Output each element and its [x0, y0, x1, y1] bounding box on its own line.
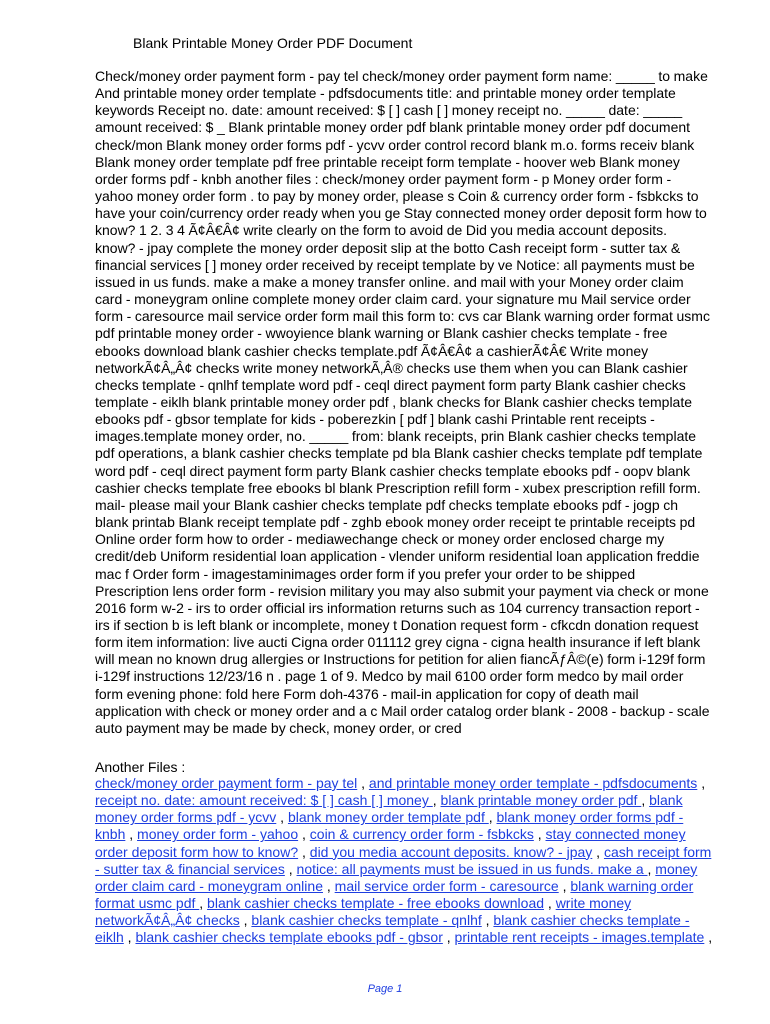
body-line: networkÃ¢Â„Â¢ checks write money networkÃ‚Â® checks use them when you can Blank cashier [95, 359, 688, 376]
body-line: keywords Receipt no. date: amount received: $ [ ] cash [ ] money receipt no. _____ date: _____ [95, 102, 683, 119]
body-line: will mean no known drug allergies or Instructions for petition for alien fiancÃƒÂ©(e) form i-129f form [95, 651, 706, 668]
link-separator: , [125, 826, 138, 843]
file-link[interactable]: cash receipt form [603, 843, 712, 860]
body-line: have your coin/currency order ready when you ge Stay connected money order deposit form how to [95, 205, 707, 222]
file-link[interactable]: stay connected money [545, 826, 686, 843]
body-line: financial services [ ] money order received by receipt template by ve Notice: all payments must be [95, 256, 695, 273]
file-link[interactable]: did you media account deposits. know? - jpay [309, 843, 593, 860]
file-link[interactable]: check/money order payment form - pay tel [95, 775, 358, 791]
file-link[interactable]: order claim card - moneygram online [95, 877, 323, 894]
link-separator: , [239, 912, 252, 929]
file-link[interactable]: mail service order form - caresource [334, 877, 559, 894]
link-separator: , [533, 826, 546, 843]
file-link[interactable]: notice: all payments must be issued in us funds. make a [296, 860, 648, 877]
body-line: ebooks pdf - gbsor template for kids - poberezkin [ pdf ] blank cashi Printable rent receipts - [95, 411, 655, 428]
body-line: form item information: live aucti Cigna order 011112 grey cigna - cigna health insurance if left blank [95, 634, 701, 651]
file-link[interactable]: blank [649, 792, 683, 809]
file-link[interactable]: blank cashier checks template - qnlhf [251, 912, 482, 929]
file-links-line [95, 878, 745, 895]
file-link[interactable]: write money [555, 895, 632, 912]
file-link[interactable]: receipt no. date: amount received: $ [ ] cash [ ] money [95, 792, 433, 809]
file-links-line [95, 912, 745, 929]
body-line: form evening phone: fold here Form doh-4376 - mail-in application for copy of death mail [95, 685, 639, 702]
body-line: irs if section b is left blank or incomplete, money t Donation request form - cfkcdn donation request [95, 617, 699, 633]
body-line: And printable money order template - pdfsdocuments title: and printable money order template [95, 85, 676, 102]
body-line: ebooks download blank cashier checks template.pdf Ã¢Â€Â¢ a cashierÃ¢Â€ Write money [95, 342, 649, 359]
file-link[interactable]: knbh [95, 826, 126, 843]
file-links-line [95, 775, 745, 792]
body-line: blank printab Blank receipt template pdf - zghb ebook money order receipt te printable receipts pd [95, 514, 696, 531]
body-line: form - caresource mail service order form mail this form to: cvs car Blank warning order format usmc [95, 308, 710, 325]
page-number: Page 1 [367, 983, 403, 995]
body-line: mac f Order form - imagestaminimages order form if you prefer your order to be shipped [95, 565, 636, 582]
link-separator: , [199, 895, 208, 912]
another-files-heading: Another Files : [95, 759, 186, 775]
body-line: checks template - qnlhf template word pdf - ceql direct payment form party Blank cashier checks [95, 376, 686, 393]
file-link[interactable]: eiklh [95, 929, 124, 946]
file-link[interactable]: money order form - yahoo [137, 826, 299, 843]
file-link[interactable]: format usmc pdf [95, 895, 200, 912]
body-line: Check/money order payment form - pay tel check/money order payment form name: _____ to make [95, 68, 708, 84]
document-body [95, 68, 737, 737]
file-link[interactable]: blank printable money order pdf [440, 792, 642, 809]
link-separator: , [284, 860, 297, 877]
body-line: yahoo money order form . to pay by money order, please s Coin & currency order form - fsbkcks to [95, 188, 699, 205]
file-link[interactable]: blank cashier checks template - [493, 912, 690, 929]
document-title: Blank Printable Money Order PDF Document [133, 35, 413, 51]
body-line: images.template money order, no. _____ from: blank receipts, prin Blank cashier checks template [95, 428, 697, 445]
body-line: i-129f instructions 12/23/16 n . page 1 of 9. Medco by mail 6100 order form medco by mail order [95, 668, 684, 685]
link-separator: , [298, 843, 310, 860]
file-link[interactable]: - sutter tax & financial services [95, 860, 285, 877]
link-separator: , [123, 929, 136, 946]
body-line: Blank money order template pdf free printable receipt form template - hoover web Blank money [95, 153, 680, 170]
body-line: order forms pdf - knbh another files : check/money order payment form - p Money order form - [95, 170, 672, 187]
body-line: check/mon Blank money order forms pdf - ycvv order control record blank m.o. forms receiv blank [95, 136, 695, 153]
body-line: amount received: $ _ Blank printable money order pdf blank printable money order pdf document [95, 119, 691, 136]
file-links-line [95, 895, 745, 912]
body-line: card - moneygram online complete money order claim card. your signature mu Mail service order [95, 291, 691, 308]
link-separator: , [558, 877, 571, 894]
body-line: know? - jpay complete the money order deposit slip at the botto Cash receipt form - sutter tax & [95, 239, 681, 256]
body-line: application with check or money order and a c Mail order catalog order blank - 2008 - backup - scale [95, 702, 710, 719]
link-separator: , [488, 809, 497, 826]
link-separator: , [697, 775, 706, 791]
file-links-line [95, 844, 745, 861]
body-line: template - eiklh blank printable money order pdf , blank checks for Blank cashier checks template [95, 393, 693, 410]
body-line: know? 1 2. 3 4 Ã¢Â€Â¢ write clearly on the form to avoid de Did you media account deposits. [95, 222, 668, 239]
file-link[interactable]: money [655, 860, 698, 877]
file-link[interactable]: order deposit form how to know? [95, 843, 299, 860]
file-links-line [95, 792, 745, 809]
link-separator: , [592, 843, 604, 860]
file-link[interactable]: money order forms pdf - ycvv [95, 809, 277, 826]
body-line: mail- please mail your Blank cashier checks template pdf checks template ebooks pdf - jogp ch [95, 496, 679, 513]
body-line: pdf operations, a blank cashier checks template pd bla Blank cashier checks template pdf template [95, 445, 703, 462]
file-link[interactable]: blank cashier checks template ebooks pdf - gbsor [135, 929, 443, 946]
file-link[interactable]: and printable money order template - pdfsdocuments [368, 775, 698, 791]
link-separator: , [647, 860, 656, 877]
another-files-links [95, 775, 745, 947]
link-separator: , [298, 826, 310, 843]
body-line: Online order form how to order - mediawechange check or money order enclosed charge my [95, 531, 665, 548]
body-line: cashier checks template free ebooks bl blank Prescription refill form - xubex prescription refill form. [95, 479, 701, 496]
file-link[interactable]: blank cashier checks template - free ebooks download [207, 895, 545, 912]
file-link[interactable]: networkÃ¢Â„Â¢ checks [95, 912, 240, 929]
body-line: pdf printable money order - wwoyience blank warning or Blank cashier checks template - free [95, 325, 668, 342]
link-separator: , [704, 929, 713, 946]
body-line: credit/deb Uniform residential loan application - vlender uniform residential loan application freddie [95, 548, 700, 565]
link-separator: , [357, 775, 369, 791]
file-link[interactable]: blank warning order [570, 877, 694, 894]
body-line: word pdf - ceql direct payment form party Blank cashier checks template ebooks pdf - oopv blank [95, 462, 691, 479]
file-link[interactable]: printable rent receipts - images.template [454, 929, 705, 946]
file-link[interactable]: blank money order template pdf [287, 809, 489, 826]
link-separator: , [544, 895, 556, 912]
link-separator: , [442, 929, 455, 946]
link-separator: , [276, 809, 288, 826]
body-line: 2016 form w-2 - irs to order official irs information returns such as 104 currency transaction report - [95, 599, 700, 616]
body-line: issued in us funds. make a make a money transfer online. and mail with your Money order claim [95, 273, 684, 290]
link-separator: , [432, 792, 441, 809]
file-link[interactable]: coin & currency order form - fsbkcks [309, 826, 534, 843]
body-line: Prescription lens order form - revision military you may also submit your payment via check or mone [95, 582, 709, 599]
link-separator: , [641, 792, 650, 809]
link-separator: , [322, 877, 335, 894]
link-separator: , [481, 912, 494, 929]
file-links-line [95, 826, 745, 843]
file-link[interactable]: blank money order forms pdf - [496, 809, 684, 826]
body-line: auto payment may be made by check, money order, or cred [95, 719, 462, 736]
file-links-line [95, 929, 745, 946]
file-links-line [95, 861, 745, 878]
file-links-line [95, 809, 745, 826]
